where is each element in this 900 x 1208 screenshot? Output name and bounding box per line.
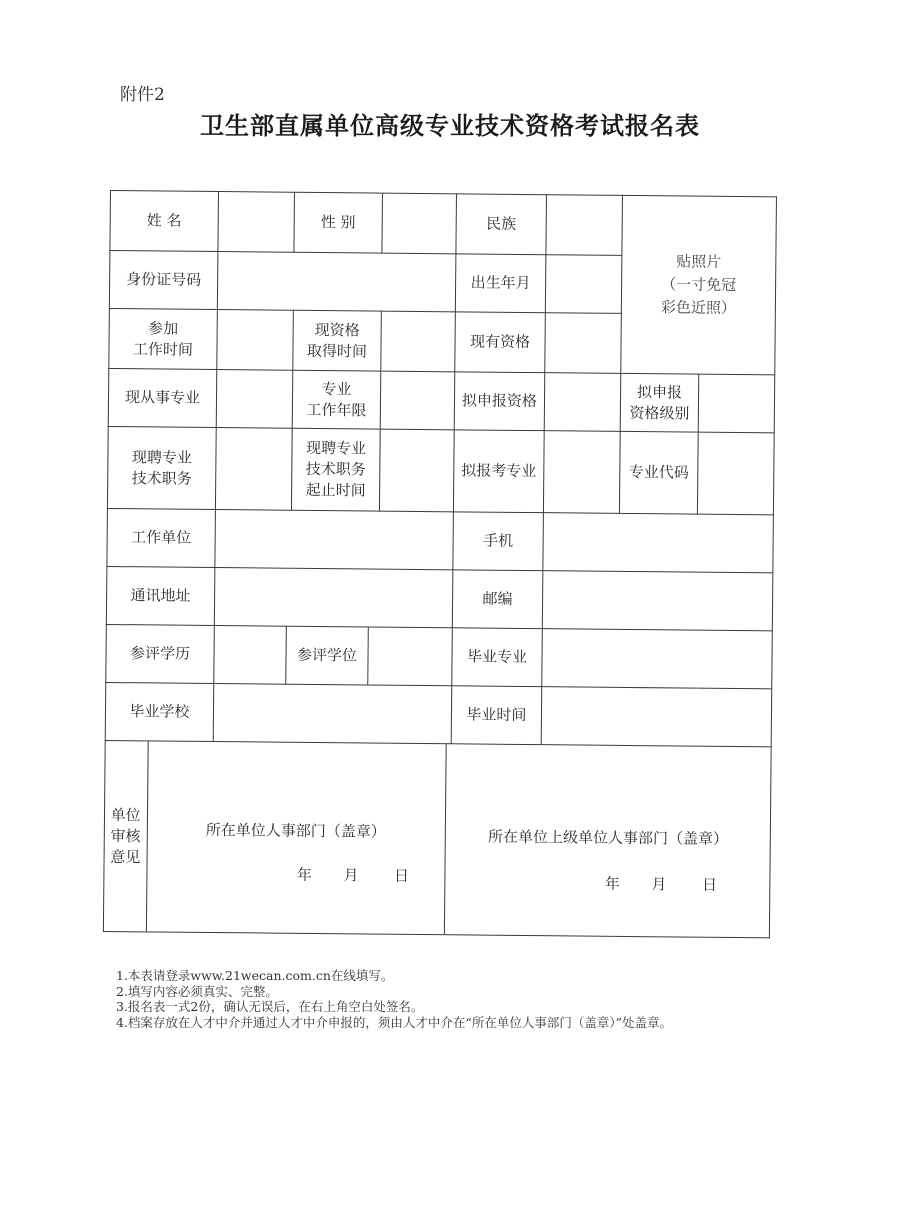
date-right-month: 月	[651, 875, 667, 894]
label-audit-opinion	[104, 741, 148, 931]
field-title-period[interactable]	[379, 429, 454, 512]
label-qual-time-line1: 现资格	[314, 320, 360, 339]
date-right-day: 日	[701, 875, 718, 894]
field-major-code[interactable]	[697, 432, 774, 515]
note-1: 1.本表请登录www.21wecan.com.cn在线填写。	[116, 968, 394, 983]
label-title-line1: 现聘专业	[131, 447, 193, 467]
field-grad-major[interactable]	[542, 629, 773, 689]
field-apply-level[interactable]	[698, 374, 775, 433]
label-audit-line3: 意见	[110, 847, 141, 866]
dept-left-label: 所在单位人事部门（盖章）	[205, 820, 386, 841]
note-3: 3.报名表一式2份，确认无误后，在右上角空白处签名。	[116, 999, 424, 1014]
field-address[interactable]	[214, 568, 453, 628]
label-postcode: 邮编	[452, 570, 543, 629]
label-title	[107, 426, 216, 509]
label-gender: 性 别	[294, 192, 383, 253]
field-degree[interactable]	[368, 627, 453, 686]
date-left-year: 年	[296, 865, 313, 884]
label-id-number: 身份证号码	[109, 251, 218, 310]
field-postcode[interactable]	[542, 571, 773, 631]
label-grad-time: 毕业时间	[451, 686, 542, 745]
label-qual-time-line2: 取得时间	[306, 341, 368, 360]
photo-text-line2: （一寸免冠	[661, 275, 737, 295]
field-employer[interactable]	[215, 510, 454, 570]
field-exam-major[interactable]	[543, 431, 620, 514]
label-work-years-line1: 专业	[321, 379, 352, 398]
label-work-start-line2: 工作时间	[132, 339, 194, 359]
form-title: 卫生部直属单位高级专业技术资格考试报名表	[200, 112, 700, 140]
label-employer: 工作单位	[107, 508, 216, 567]
field-id-number[interactable]	[217, 252, 456, 312]
field-title[interactable]	[215, 428, 292, 511]
label-ethnicity: 民族	[456, 194, 547, 255]
date-left	[297, 865, 409, 887]
label-major-code: 专业代码	[619, 431, 698, 514]
label-address: 通讯地址	[106, 566, 215, 625]
photo-text-line3: 彩色近照）	[660, 298, 736, 318]
label-grad-school: 毕业学校	[105, 682, 214, 741]
label-exam-major: 拟报考专业	[453, 430, 544, 513]
note-2: 2.填写内容必须真实、完整。	[116, 983, 278, 999]
label-education: 参评学历	[106, 624, 215, 683]
attachment-label: 附件2	[120, 85, 165, 105]
note-4: 4.档案存放在人才中介并通过人才中介申报的，须由人才中介在“所在单位人事部门（盖章）”处盖章。	[116, 1014, 672, 1030]
label-qual-time	[293, 310, 382, 371]
audit-right-cell[interactable]	[444, 744, 772, 937]
form-table	[103, 190, 777, 938]
label-current-major: 现从事专业	[108, 368, 217, 427]
field-birth-month[interactable]	[545, 255, 622, 314]
field-work-start[interactable]	[217, 310, 294, 371]
label-work-years-line2: 工作年限	[306, 400, 367, 419]
field-ethnicity[interactable]	[546, 195, 623, 256]
registration-form	[103, 190, 776, 936]
label-work-start-line1: 参加	[148, 318, 179, 338]
date-left-day: 日	[394, 866, 410, 885]
field-name[interactable]	[218, 192, 295, 253]
field-qual-time[interactable]	[381, 311, 456, 372]
date-left-month: 月	[343, 866, 359, 885]
field-mobile[interactable]	[543, 513, 774, 573]
field-apply-qual[interactable]	[544, 373, 621, 432]
date-right-year: 年	[604, 874, 620, 893]
label-apply-level	[620, 373, 699, 432]
label-grad-major: 毕业专业	[452, 628, 543, 687]
label-current-qual: 现有资格	[455, 312, 546, 373]
field-grad-school[interactable]	[213, 684, 452, 744]
dept-right-label: 所在单位上级单位人事部门（盖章）	[487, 827, 729, 848]
label-work-years	[292, 370, 381, 429]
label-audit-line2: 审核	[110, 826, 141, 845]
label-title-line2: 技术职务	[131, 468, 192, 488]
notes	[116, 968, 672, 1030]
audit-table	[104, 741, 772, 937]
field-education[interactable]	[214, 626, 287, 685]
field-grad-time[interactable]	[541, 687, 772, 747]
audit-left-cell[interactable]	[146, 741, 446, 934]
label-title-period	[291, 428, 380, 511]
label-title-period-line2: 技术职务	[305, 459, 366, 479]
field-gender[interactable]	[382, 193, 457, 254]
label-birth-month: 出生年月	[455, 254, 546, 313]
photo-box	[621, 195, 777, 374]
label-title-period-line3: 起止时间	[305, 480, 366, 500]
label-name: 姓 名	[110, 191, 219, 252]
label-degree: 参评学位	[286, 626, 369, 685]
label-audit-line1: 单位	[110, 805, 141, 824]
label-mobile: 手机	[453, 512, 544, 571]
label-apply-qual: 拟申报资格	[454, 372, 545, 431]
label-work-start	[109, 308, 218, 369]
label-apply-level-line2: 资格级别	[629, 403, 690, 423]
field-work-years[interactable]	[380, 371, 455, 430]
label-apply-level-line1: 拟申报	[636, 382, 683, 402]
label-title-period-line1: 现聘专业	[305, 438, 367, 458]
photo-text-line1: 贴照片	[676, 252, 722, 271]
field-current-major[interactable]	[216, 370, 293, 429]
field-current-qual[interactable]	[545, 313, 622, 374]
audit-section	[103, 740, 771, 937]
date-right	[605, 874, 717, 896]
